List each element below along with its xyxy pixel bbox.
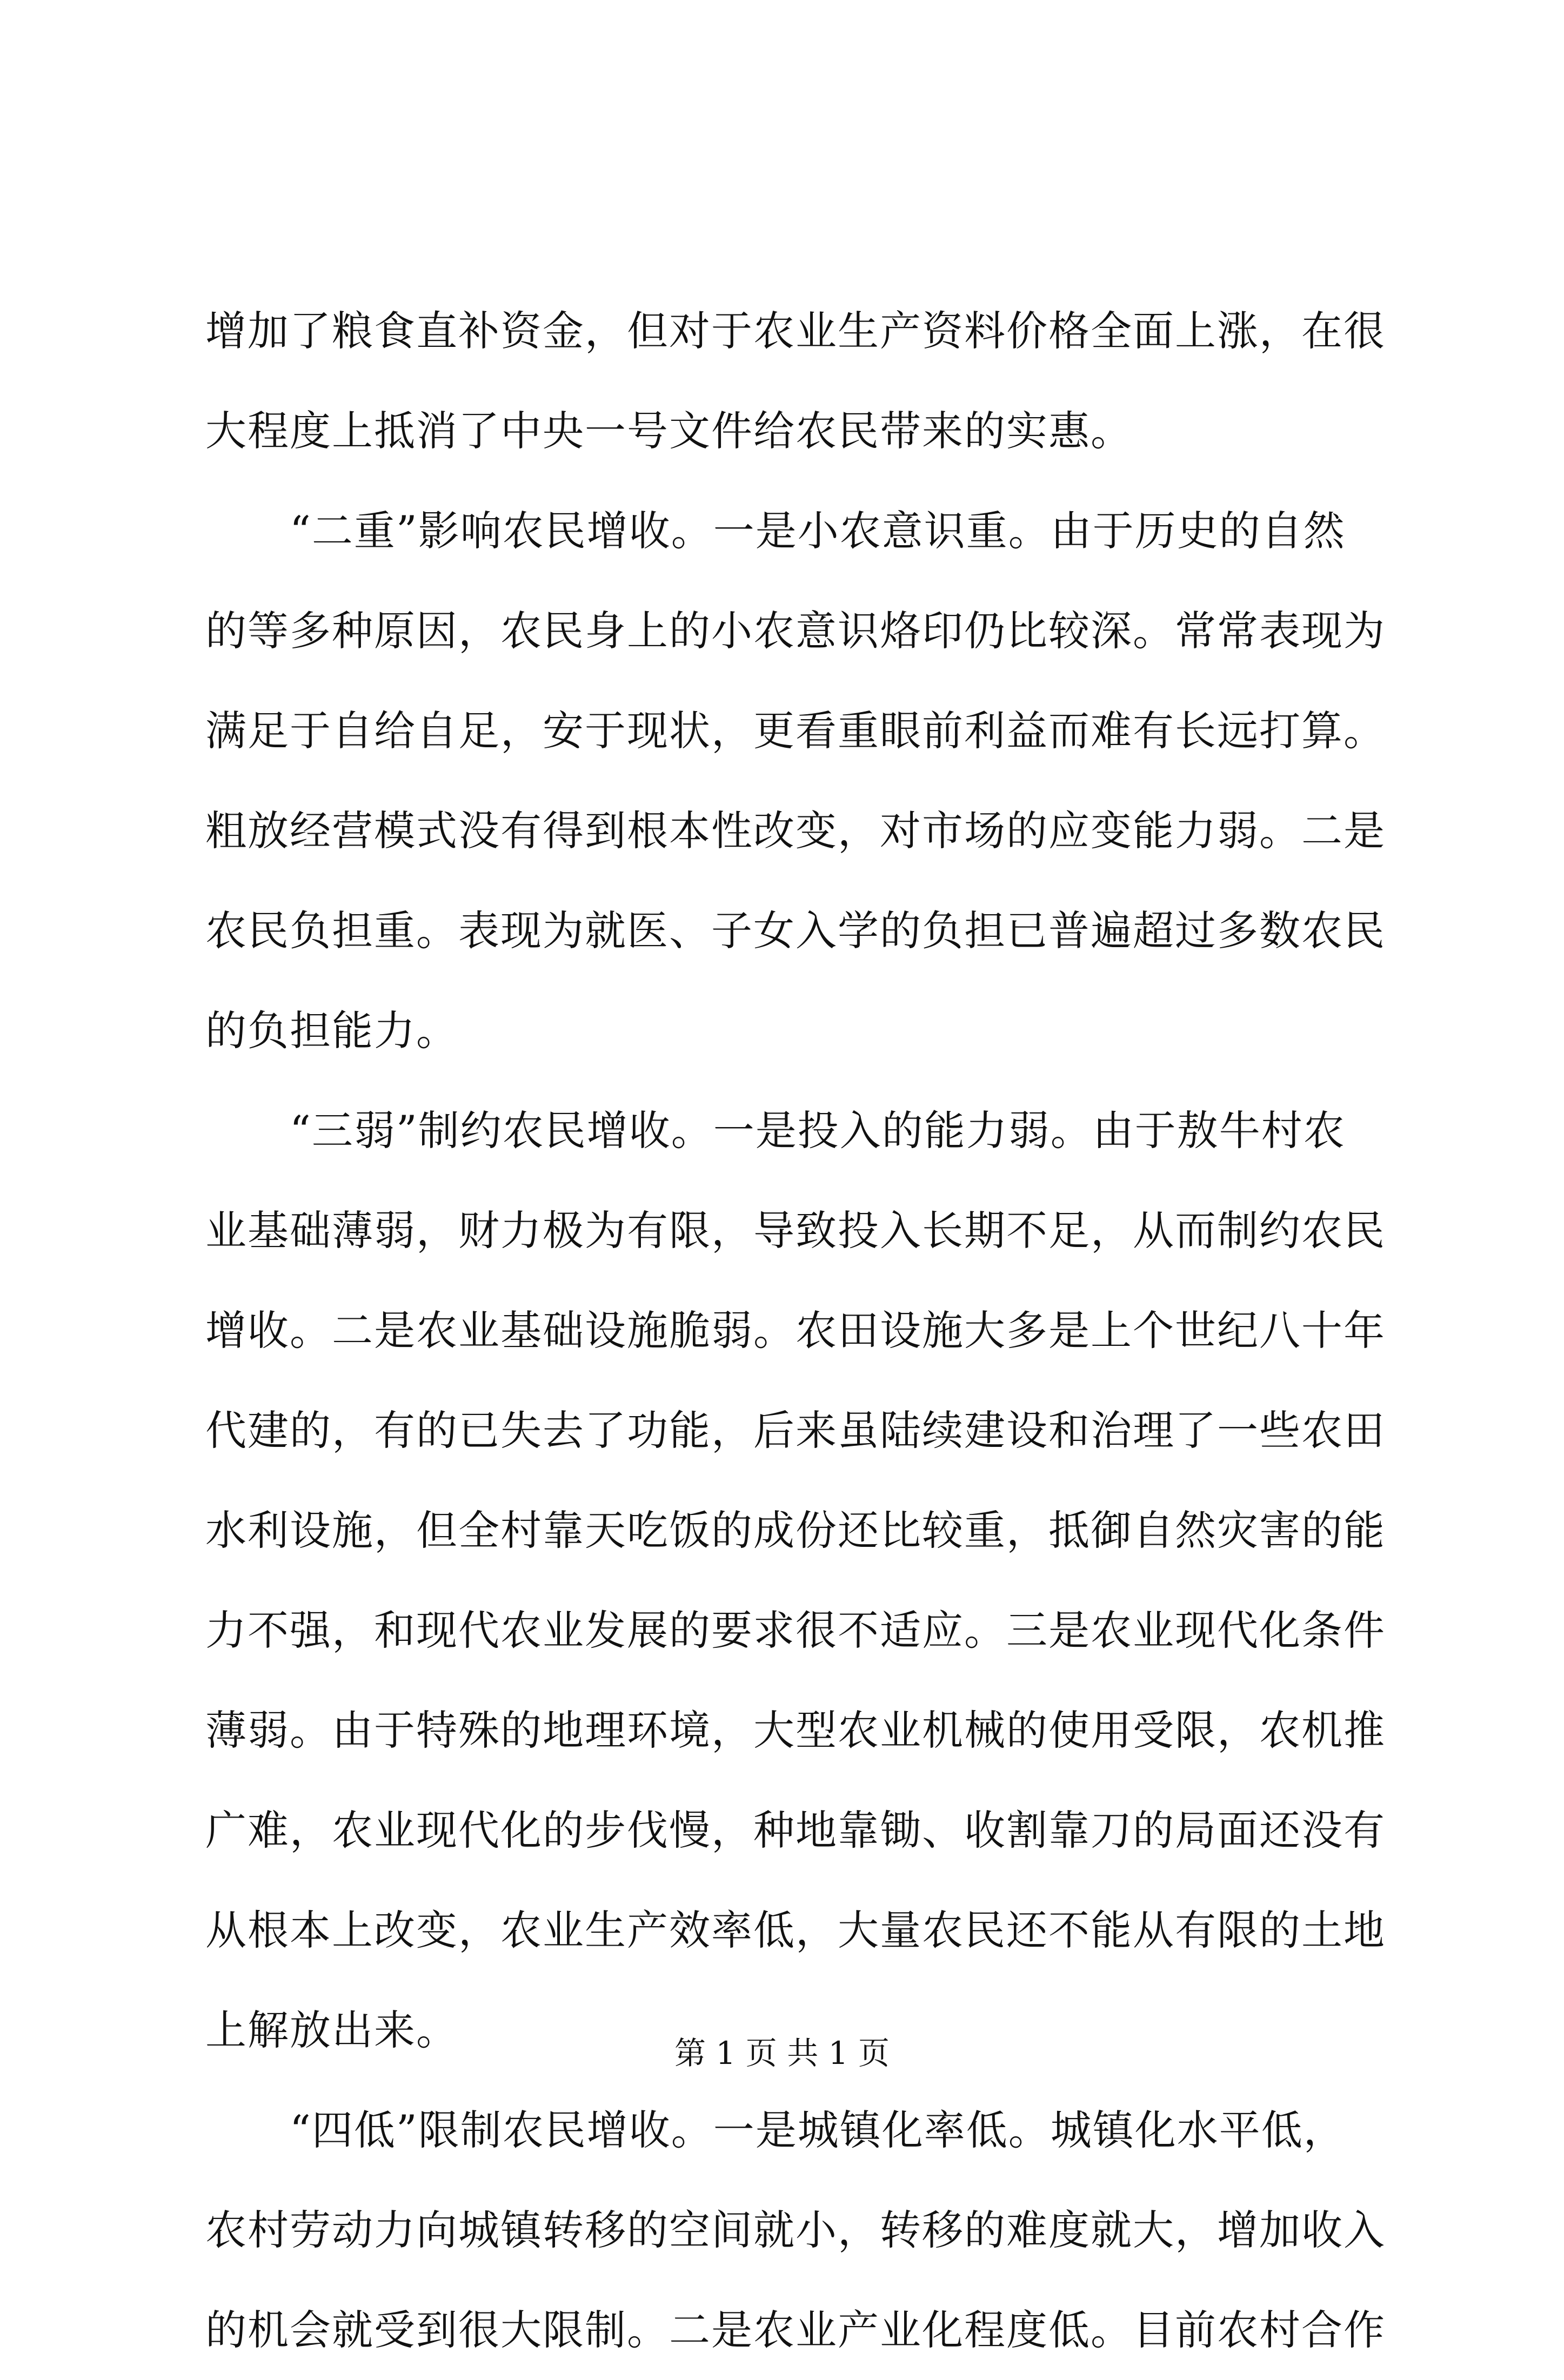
text-line: 业基础薄弱，财力极为有限，导致投入长期不足，从而制约农民 [205,1206,1386,1255]
text-line: 上解放出来。 [205,2006,458,2054]
text-line: 广难，农业现代化的步伐慢，种地靠锄、收割靠刀的局面还没有 [205,1806,1386,1854]
text-line: 代建的，有的已失去了功能，后来虽陆续建设和治理了一些农田 [205,1406,1386,1454]
text-line: 农村劳动力向城镇转移的空间就小，转移的难度就大，增加收入 [205,2206,1386,2254]
text-line: “四低”限制农民增收。一是城镇化率低。城镇化水平低， [205,2106,1346,2154]
text-line: 的负担能力。 [205,1007,458,1055]
text-line: 水利设施，但全村靠天吃饭的成份还比较重，抵御自然灾害的能 [205,1506,1386,1554]
text-line: 从根本上改变，农业生产效率低，大量农民还不能从有限的土地 [205,1906,1386,1954]
text-line: 农民负担重。表现为就医、子女入学的负担已普遍超过多数农民 [205,907,1386,955]
page-number-footer: 第 1 页 共 1 页 [674,2035,890,2071]
text-line: 的等多种原因，农民身上的小农意识烙印仍比较深。常常表现为 [205,607,1386,655]
text-line: 增加了粮食直补资金，但对于农业生产资料价格全面上涨，在很 [205,307,1386,355]
text-line: 满足于自给自足，安于现状，更看重眼前利益而难有长远打算。 [205,707,1386,755]
text-line: 力不强，和现代农业发展的要求很不适应。三是农业现代化条件 [205,1606,1386,1654]
text-line: “二重”影响农民增收。一是小农意识重。由于历史的自然 [205,507,1346,555]
text-line: 大程度上抵消了中央一号文件给农民带来的实惠。 [205,407,1133,455]
text-line: 增收。二是农业基础设施脆弱。农田设施大多是上个世纪八十年 [205,1306,1386,1355]
text-line: “三弱”制约农民增收。一是投入的能力弱。由于敖牛村农 [205,1107,1346,1155]
text-line: 粗放经营模式没有得到根本性改变，对市场的应变能力弱。二是 [205,807,1386,855]
text-line: 薄弱。由于特殊的地理环境，大型农业机械的使用受限，农机推 [205,1706,1386,1754]
text-line: 的机会就受到很大限制。二是农业产业化程度低。目前农村合作 [205,2306,1386,2354]
